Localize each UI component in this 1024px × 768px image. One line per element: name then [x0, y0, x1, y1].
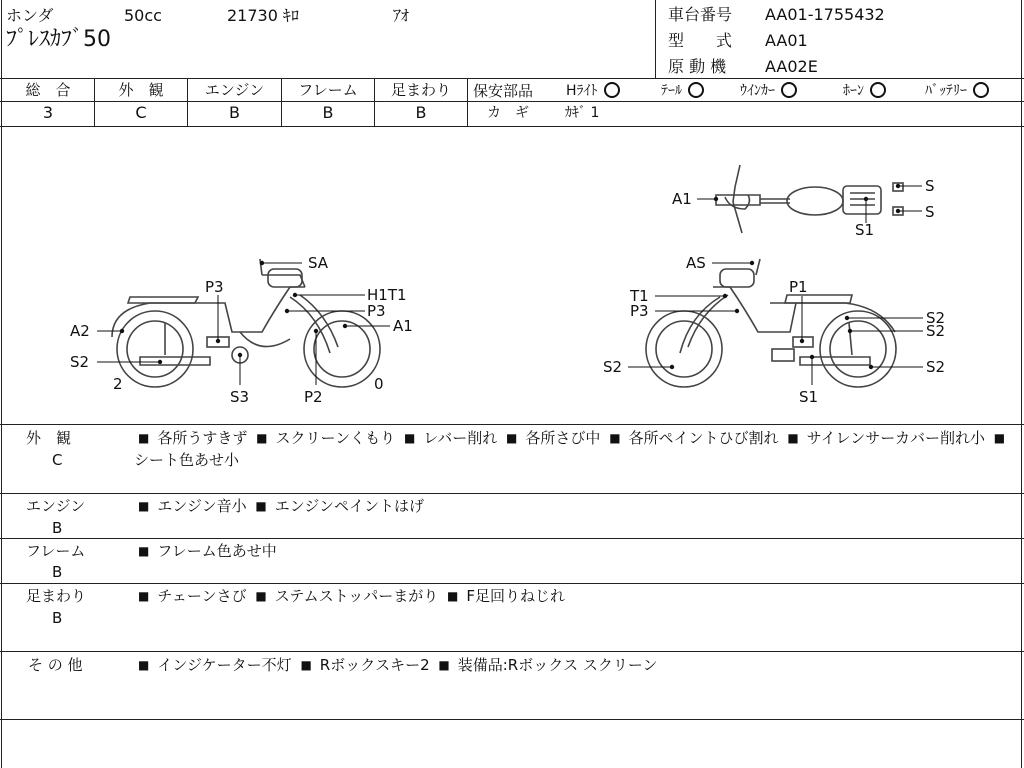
- exterior-label: 外 観: [118, 81, 164, 99]
- headlight-status: [566, 82, 620, 100]
- engine-grade-label: エンジン: [204, 81, 265, 99]
- item-square-icon: ■: [256, 431, 268, 445]
- note-item: F足回りねじれ: [466, 587, 566, 605]
- label-top-S-b: S: [925, 203, 935, 221]
- item-square-icon: ■: [403, 431, 416, 445]
- note-item: エンジン音小: [157, 497, 247, 515]
- note-item: エンジンペイントはげ: [274, 497, 424, 515]
- left-side-bike-drawing: [112, 259, 380, 387]
- label-left-S3: S3: [230, 388, 250, 406]
- label-left-P3-top: P3: [205, 278, 224, 296]
- chassis-value: AA01-1755432: [765, 5, 885, 24]
- item-square-icon: ■: [138, 499, 150, 513]
- label-right-S2-left: S2: [603, 358, 623, 376]
- frame-grade-value: B: [322, 103, 334, 122]
- note-item: 装備品:Rボックス スクリーン: [457, 656, 658, 674]
- label-left-P2: P2: [304, 388, 323, 406]
- notes-suspension-items: [134, 585, 565, 607]
- label-right-T1: T1: [630, 287, 649, 305]
- headlight-ok-mark: [604, 82, 620, 98]
- label-left-S2: S2: [70, 353, 90, 371]
- notes-exterior-items: [134, 427, 1014, 471]
- notes-suspension-label: 足まわり: [26, 587, 87, 605]
- label-top-S-a: S: [925, 177, 935, 195]
- overall-label: 総 合: [25, 81, 71, 99]
- color: ｱｵ: [393, 6, 410, 25]
- exterior-value: C: [135, 103, 147, 122]
- label-right-P3: P3: [630, 302, 649, 320]
- mileage: 21730 ｷﾛ: [227, 6, 299, 25]
- frame-grade-label: フレーム: [298, 81, 358, 99]
- item-square-icon: ■: [506, 431, 518, 445]
- damage-diagram: [0, 127, 1024, 424]
- tail-label: ﾃｰﾙ: [661, 83, 682, 99]
- engine-label: 原 動 機: [668, 57, 727, 76]
- horn-ok-mark: [870, 82, 886, 98]
- label-left-A1: A1: [393, 317, 413, 335]
- item-square-icon: ■: [438, 658, 450, 672]
- notes-exterior-grade: C: [52, 451, 63, 469]
- note-item: フレーム色あせ中: [157, 542, 277, 560]
- item-square-icon: ■: [138, 658, 150, 672]
- notes-exterior-label: 外 観: [26, 429, 72, 447]
- winker-ok-mark: [781, 82, 797, 98]
- item-square-icon: ■: [255, 499, 267, 513]
- key-value: ｶｷﾞ 1: [565, 105, 600, 121]
- top-view-bike-drawing: [716, 165, 903, 233]
- label-right-S2-a: S2: [926, 309, 946, 327]
- notes-frame-grade: B: [52, 563, 63, 581]
- headlight-label: Hﾗｲﾄ: [566, 83, 598, 99]
- notes-engine-grade: B: [52, 519, 63, 537]
- item-square-icon: ■: [993, 431, 1006, 445]
- key-label: カ ギ: [487, 105, 529, 121]
- overall-value: 3: [42, 103, 54, 122]
- suspension-grade-value: B: [415, 103, 427, 122]
- note-item: サイレンサーカバー削れ小: [806, 429, 985, 447]
- item-square-icon: ■: [255, 589, 267, 603]
- label-left-SA: SA: [308, 254, 329, 272]
- label-top-S1: S1: [855, 221, 875, 239]
- note-item: 各所ペイントひび割れ: [628, 429, 779, 447]
- right-side-bike-drawing: [646, 259, 896, 387]
- maker: ホンダ: [6, 6, 54, 25]
- winker-status: [740, 82, 797, 100]
- label-right-S1: S1: [799, 388, 819, 406]
- label-left-P3-right: P3: [367, 302, 386, 320]
- item-square-icon: ■: [609, 431, 621, 445]
- type-value: AA01: [765, 31, 808, 50]
- battery-status: [925, 82, 989, 100]
- item-square-icon: ■: [300, 658, 312, 672]
- label-left-H1T1: H1T1: [367, 286, 407, 304]
- item-square-icon: ■: [138, 544, 150, 558]
- label-left-A2: A2: [70, 322, 90, 340]
- notes-engine-label: エンジン: [26, 497, 86, 515]
- note-item: レバー削れ: [423, 429, 498, 447]
- displacement: 50cc: [124, 6, 162, 25]
- label-right-AS: AS: [686, 254, 706, 272]
- note-item: インジケーター不灯: [157, 656, 292, 674]
- note-item: スクリーンくもり: [275, 429, 396, 447]
- label-top-A1: A1: [672, 190, 692, 208]
- tail-ok-mark: [688, 82, 704, 98]
- notes-other-items: [134, 654, 658, 676]
- horn-label: ﾎｰﾝ: [843, 83, 864, 99]
- label-right-S2-c: S2: [926, 358, 946, 376]
- note-item: シート色あせ小: [134, 451, 240, 469]
- note-item: Rボックスキー2: [319, 656, 430, 674]
- note-item: チェーンさび: [157, 587, 247, 605]
- winker-label: ｳｲﾝｶｰ: [740, 83, 775, 99]
- chassis-label: 車台番号: [668, 5, 733, 24]
- note-item: 各所うすきず: [157, 429, 248, 447]
- engine-grade-value: B: [229, 103, 240, 122]
- notes-other-label: そ の 他: [28, 656, 83, 674]
- notes-frame-items: [134, 540, 277, 562]
- notes-suspension-grade: B: [52, 609, 63, 627]
- label-right-P1: P1: [789, 278, 808, 296]
- note-item: 各所さび中: [525, 429, 601, 447]
- item-square-icon: ■: [138, 589, 150, 603]
- item-square-icon: ■: [138, 431, 150, 445]
- model-name: ﾌﾟﾚｽｶﾌﾞ50: [6, 27, 111, 52]
- label-right-S2-b: S2: [926, 322, 946, 340]
- suspension-grade-label: 足まわり: [390, 81, 451, 99]
- notes-frame-label: フレーム: [26, 542, 86, 560]
- label-left-0: 0: [374, 375, 384, 393]
- horn-status: [843, 82, 886, 100]
- tail-status: [661, 82, 704, 100]
- item-square-icon: ■: [787, 431, 799, 445]
- item-square-icon: ■: [447, 589, 459, 603]
- notes-engine-items: [134, 495, 424, 517]
- engine-value: AA02E: [765, 57, 818, 76]
- type-label: 型 式: [668, 31, 733, 50]
- safety-label: 保安部品: [473, 82, 534, 100]
- label-left-2: 2: [113, 375, 123, 393]
- battery-ok-mark: [973, 82, 989, 98]
- note-item: ステムストッパーまがり: [274, 587, 439, 605]
- battery-label: ﾊﾞｯﾃﾘｰ: [925, 83, 967, 99]
